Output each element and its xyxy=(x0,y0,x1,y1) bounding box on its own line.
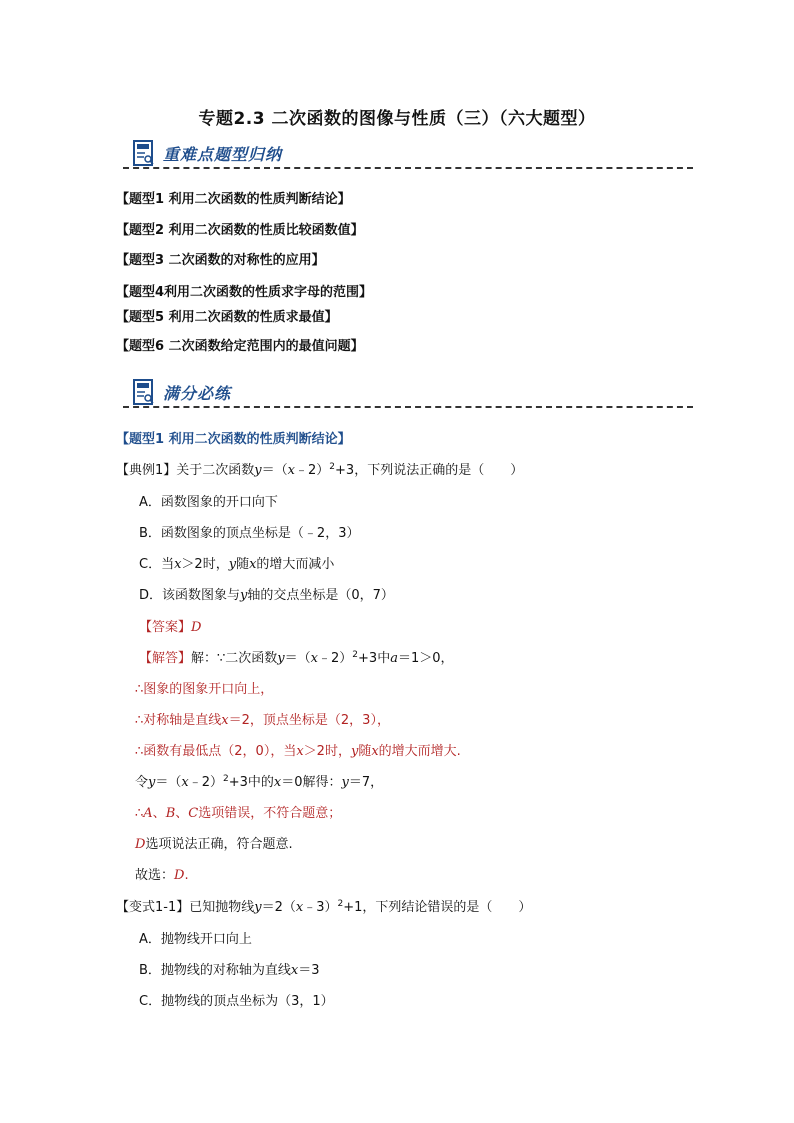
section-header-practice xyxy=(123,379,693,413)
variant-option-a: A．抛物线开口向上 xyxy=(139,932,252,947)
variant-stem: 【变式1-1】已知抛物线y＝2（x﹣3）$^2$+1，下列结论错误的是（ ） xyxy=(116,899,532,915)
option-a: A．函数图象的开口向下 xyxy=(139,495,278,510)
section-label: 重难点题型归纳 xyxy=(163,145,283,164)
toc-item-3: 【题型3 二次函数的对称性的应用】 xyxy=(116,253,325,268)
section-divider xyxy=(123,167,693,169)
toc-item-1: 【题型1 利用二次函数的性质判断结论】 xyxy=(116,192,351,207)
option-c: C．当x＞2时，y随x的增大而减小 xyxy=(139,557,335,572)
solution-line-8: 故选：D. xyxy=(135,868,189,883)
toc-item-2: 【题型2 利用二次函数的性质比较函数值】 xyxy=(116,223,364,238)
solution-line-3: ∴对称轴是直线x＝2，顶点坐标是（2，3）， xyxy=(135,713,390,728)
toc-item-5: 【题型5 利用二次函数的性质求最值】 xyxy=(116,310,338,325)
section-divider xyxy=(123,406,693,408)
solution-line-1: 【解答】解：∵二次函数y＝（x﹣2）$^2$+3中a＝1＞0， xyxy=(139,650,454,666)
page-title: 专题2.3 二次函数的图像与性质（三）（六大题型） xyxy=(198,109,596,129)
variant-option-c: C．抛物线的顶点坐标为（3，1） xyxy=(139,994,334,1009)
example-stem: 【典例1】关于二次函数y＝（x﹣2）$^2$+3，下列说法正确的是（ ） xyxy=(116,462,524,478)
option-d: D．该函数图象与y轴的交点坐标是（0，7） xyxy=(139,588,394,603)
option-b: B．函数图象的顶点坐标是（﹣2，3） xyxy=(139,526,360,541)
document-icon xyxy=(133,379,155,407)
solution-line-5: 令y＝（x﹣2）$^2$+3中的x＝0解得：y＝7， xyxy=(135,774,384,790)
solution-line-6: ∴A、B、C选项错误，不符合题意； xyxy=(135,806,342,821)
document-icon xyxy=(133,140,155,168)
solution-line-7: D选项说法正确，符合题意. xyxy=(135,837,293,852)
answer-line: 【答案】D xyxy=(139,620,202,635)
section-header-key-types xyxy=(123,140,693,174)
toc-item-4: 【题型4利用二次函数的性质求字母的范围】 xyxy=(116,285,373,300)
section-label: 满分必练 xyxy=(163,384,232,403)
toc-item-6: 【题型6 二次函数给定范围内的最值问题】 xyxy=(116,339,364,354)
solution-line-4: ∴函数有最低点（2，0），当x＞2时，y随x的增大而增大. xyxy=(135,744,461,759)
solution-line-2: ∴图象的图象开口向上， xyxy=(135,682,274,697)
question-type-heading: 【题型1 利用二次函数的性质判断结论】 xyxy=(116,432,351,447)
variant-option-b: B．抛物线的对称轴为直线x＝3 xyxy=(139,963,320,978)
